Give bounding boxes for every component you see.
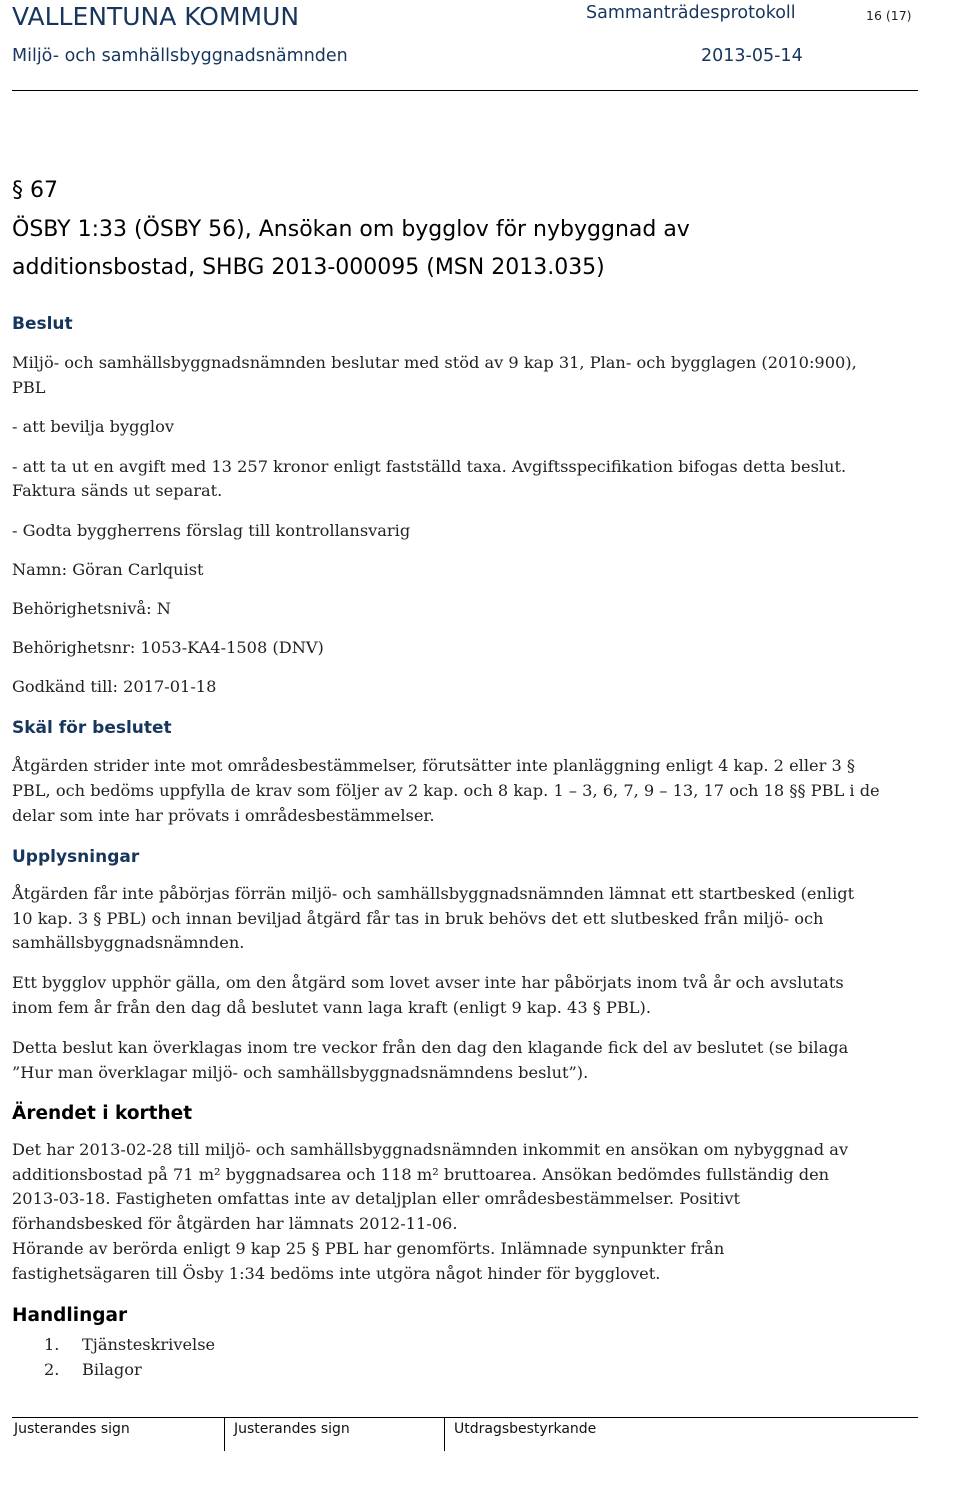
- upplysningar-p1-line-1: Åtgärden får inte påbörjas förrän miljö- och samhällsbyggnadsnämnden lämnat ett startbesked (enligt: [12, 884, 855, 903]
- organization-name: VALLENTUNA KOMMUN: [12, 2, 300, 31]
- beslut-item-avgift-line-1: - att ta ut en avgift med 13 257 kronor enligt fastställd taxa. Avgiftsspecifikation bifogas detta beslut.: [12, 457, 847, 476]
- footer-extract: Utdragsbestyrkande: [454, 1421, 597, 1437]
- heading-skal: Skäl för beslutet: [12, 718, 172, 738]
- kontrollansvarig-level: Behörighetsnivå: N: [12, 599, 171, 618]
- footer-divider: [12, 1417, 918, 1418]
- case-title-line-2: additionsbostad, SHBG 2013-000095 (MSN 2013.035): [12, 255, 605, 280]
- upplysningar-p1-line-3: samhällsbyggnadsnämnden.: [12, 933, 245, 952]
- handling-item: Tjänsteskrivelse: [82, 1335, 216, 1354]
- board-name: Miljö- och samhällsbyggnadsnämnden: [12, 46, 348, 66]
- arendet-line-2: additionsbostad på 71 m² byggnadsarea och 118 m² bruttoarea. Ansökan bedömdes fullständig den: [12, 1165, 830, 1184]
- handling-number: 1.: [44, 1335, 60, 1354]
- handling-number: 2.: [44, 1360, 60, 1379]
- upplysningar-p3-line-2: ”Hur man överklagar miljö- och samhällsbyggnadsnämndens beslut”).: [12, 1063, 589, 1082]
- kontrollansvarig-valid: Godkänd till: 2017-01-18: [12, 677, 217, 696]
- arendet-line-3: 2013-03-18. Fastigheten omfattas inte av detaljplan eller områdesbestämmelser. Positivt: [12, 1189, 741, 1208]
- document-type: Sammanträdesprotokoll: [586, 3, 796, 23]
- heading-arendet: Ärendet i korthet: [12, 1103, 193, 1124]
- handling-item: Bilagor: [82, 1360, 142, 1379]
- upplysningar-p1-line-2: 10 kap. 3 § PBL) och innan beviljad åtgärd får tas in bruk behövs det ett slutbesked från miljö- och: [12, 909, 824, 928]
- beslut-item-bygglov: - att bevilja bygglov: [12, 417, 174, 436]
- skal-line-3: delar som inte har prövats i områdesbestämmelser.: [12, 806, 435, 825]
- heading-upplysningar: Upplysningar: [12, 847, 140, 867]
- beslut-item-avgift-line-2: Faktura sänds ut separat.: [12, 481, 223, 500]
- arendet-line-4: förhandsbesked för åtgärden har lämnats 2012-11-06.: [12, 1214, 458, 1233]
- heading-handlingar: Handlingar: [12, 1305, 128, 1326]
- page-number: 16 (17): [866, 8, 912, 23]
- skal-line-1: Åtgärden strider inte mot områdesbestämmelser, förutsätter inte planläggning enligt 4 kap. 2 eller 3 §: [12, 756, 856, 775]
- case-title-line-1: ÖSBY 1:33 (ÖSBY 56), Ansökan om bygglov för nybyggnad av: [12, 217, 690, 242]
- kontrollansvarig-name: Namn: Göran Carlquist: [12, 560, 204, 579]
- arendet-line-6: fastighetsägaren till Ösby 1:34 bedöms inte utgöra något hinder för bygglovet.: [12, 1264, 661, 1283]
- footer-column-divider: [444, 1417, 445, 1451]
- footer-sign-1: Justerandes sign: [14, 1421, 130, 1437]
- upplysningar-p2-line-1: Ett bygglov upphör gälla, om den åtgärd som lovet avser inte har påbörjats inom två år och avslutats: [12, 973, 844, 992]
- heading-beslut: Beslut: [12, 314, 73, 334]
- footer-sign-2: Justerandes sign: [234, 1421, 350, 1437]
- upplysningar-p3-line-1: Detta beslut kan överklagas inom tre veckor från den dag den klagande fick del av beslutet (se bilaga: [12, 1038, 849, 1057]
- skal-line-2: PBL, och bedöms uppfylla de krav som följer av 2 kap. och 8 kap. 1 – 3, 6, 7, 9 – 13, 17 och 18 §§ PBL i de: [12, 781, 880, 800]
- paragraph-number: § 67: [12, 178, 58, 203]
- meeting-date: 2013-05-14: [701, 46, 803, 66]
- arendet-line-5: Hörande av berörda enligt 9 kap 25 § PBL har genomförts. Inlämnade synpunkter från: [12, 1239, 725, 1258]
- upplysningar-p2-line-2: inom fem år från den dag då beslutet vann laga kraft (enligt 9 kap. 43 § PBL).: [12, 998, 652, 1017]
- beslut-intro-line-1: Miljö- och samhällsbyggnadsnämnden beslutar med stöd av 9 kap 31, Plan- och bygglagen (2010:900),: [12, 353, 857, 372]
- header-divider: [12, 90, 918, 91]
- footer-column-divider: [224, 1417, 225, 1451]
- beslut-intro-line-2: PBL: [12, 378, 46, 397]
- beslut-item-kontrollansvarig: - Godta byggherrens förslag till kontrollansvarig: [12, 521, 411, 540]
- kontrollansvarig-number: Behörighetsnr: 1053-KA4-1508 (DNV): [12, 638, 324, 657]
- arendet-line-1: Det har 2013-02-28 till miljö- och samhällsbyggnadsnämnden inkommit en ansökan om nybyggnad av: [12, 1140, 849, 1159]
